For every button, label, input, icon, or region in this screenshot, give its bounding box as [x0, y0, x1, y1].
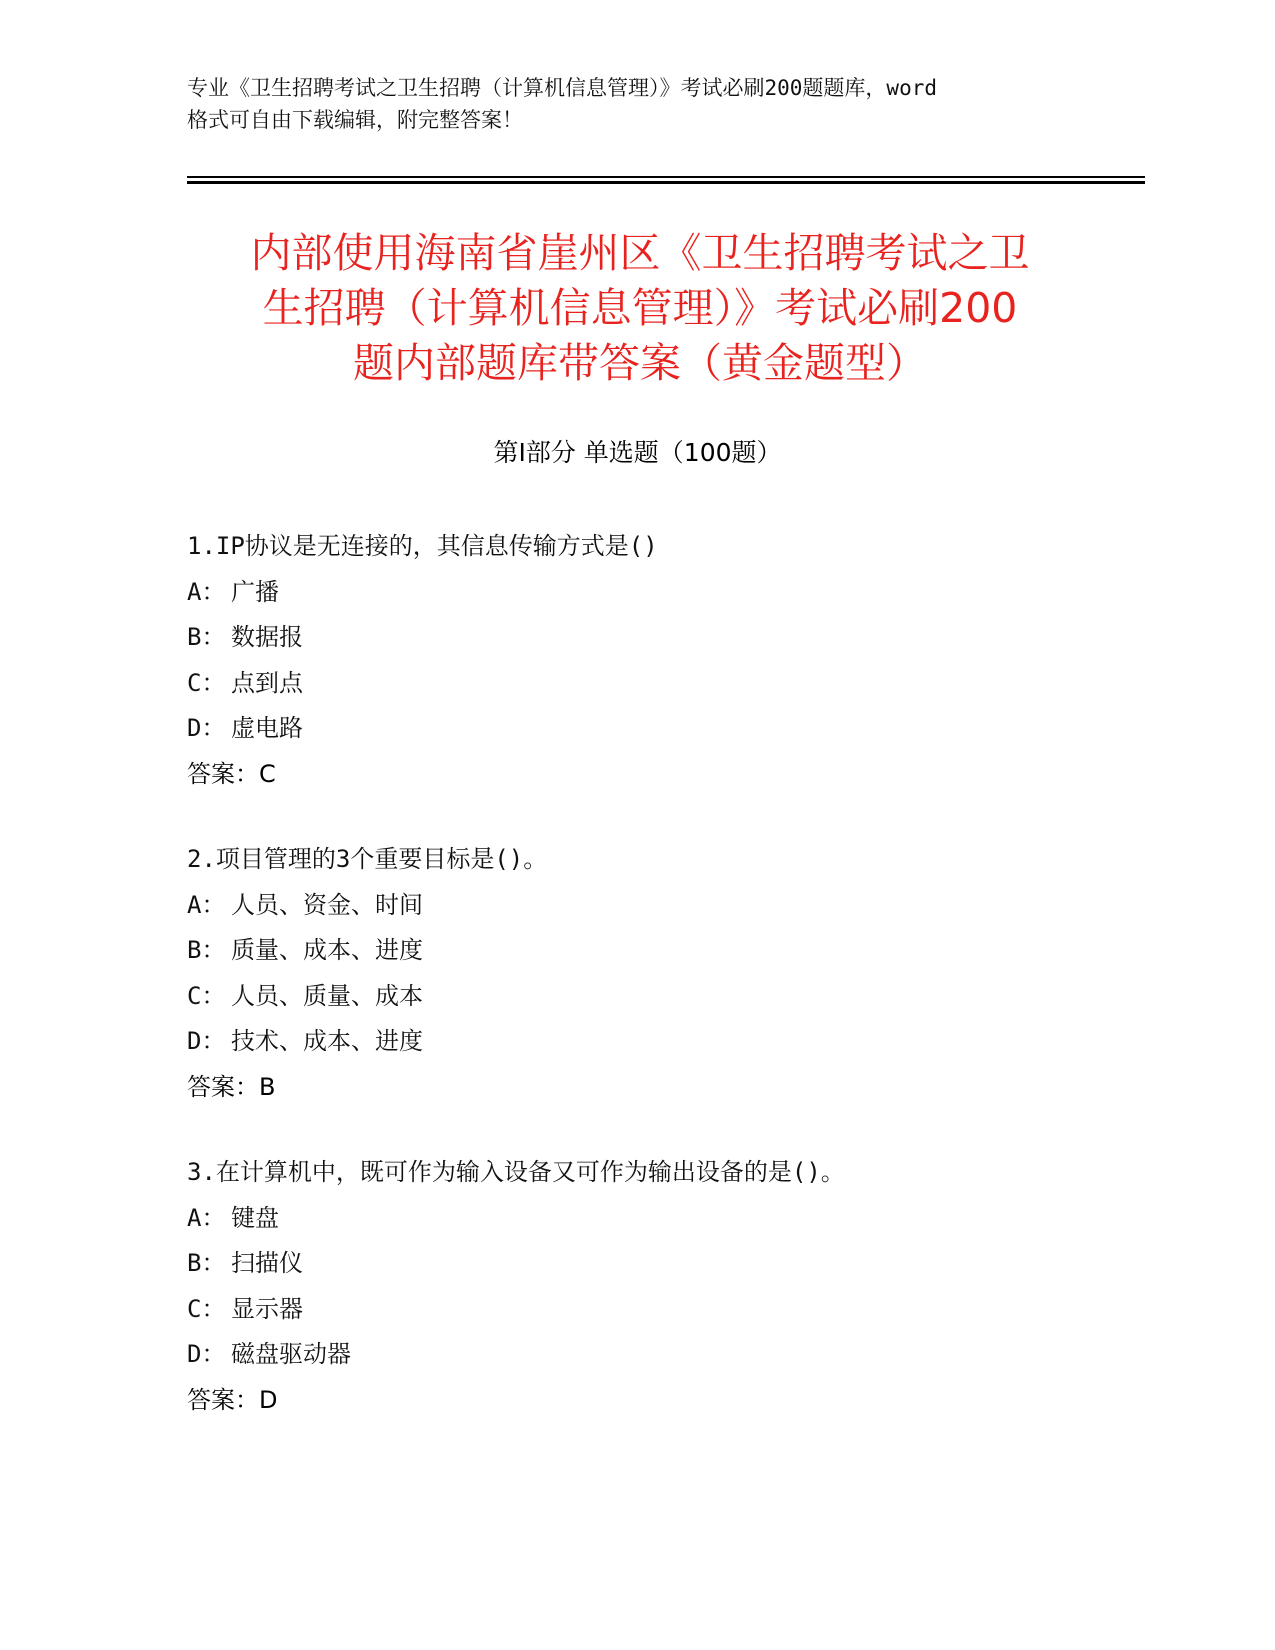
option-text: 广播: [231, 577, 279, 606]
option-text: 点到点: [231, 668, 303, 697]
option-b: [187, 1241, 1137, 1287]
option-d: [187, 1019, 1137, 1065]
option-b: [187, 615, 1137, 661]
header-divider-thick: [187, 181, 1145, 184]
option-key: C：: [187, 668, 226, 697]
option-text: 显示器: [231, 1294, 303, 1323]
option-key: B：: [187, 623, 226, 651]
option-text: 技术、成本、进度: [231, 1027, 423, 1055]
option-d: [187, 706, 1137, 752]
option-b: [187, 928, 1137, 974]
title-line-1: 内部使用海南省崖州区《卫生招聘考试之卫: [250, 229, 1030, 277]
option-a: [187, 883, 1137, 929]
option-c: [187, 1287, 1137, 1333]
question-list: [187, 524, 1137, 1463]
option-key: D：: [187, 1340, 226, 1368]
question-stem: 2.项目管理的3个重要目标是()。: [187, 845, 548, 873]
answer-line: 答案：D: [187, 1385, 278, 1414]
option-text: 虚电路: [231, 714, 303, 742]
option-key: D：: [187, 1027, 226, 1055]
document-title: [190, 226, 1090, 391]
header-note-line-1: 专业《卫生招聘考试之卫生招聘（计算机信息管理）》考试必刷200题题库，word: [187, 76, 937, 100]
option-text: 人员、质量、成本: [231, 981, 423, 1010]
option-key: C：: [187, 1294, 226, 1323]
option-key: C：: [187, 981, 226, 1010]
option-key: D：: [187, 714, 226, 742]
option-text: 磁盘驱动器: [231, 1340, 351, 1368]
option-text: 质量、成本、进度: [231, 936, 423, 964]
question-item: [187, 524, 1137, 797]
answer-line: 答案：C: [187, 759, 276, 788]
header-note: [187, 72, 1087, 136]
option-text: 扫描仪: [231, 1249, 303, 1277]
title-line-2: 生招聘（计算机信息管理）》考试必刷200: [262, 284, 1018, 332]
option-a: [187, 570, 1137, 616]
option-key: A：: [187, 577, 226, 606]
question-stem: 1.IP协议是无连接的，其信息传输方式是(): [187, 532, 658, 560]
option-c: [187, 974, 1137, 1020]
option-key: B：: [187, 936, 226, 964]
option-text: 数据报: [231, 623, 303, 651]
option-text: 人员、资金、时间: [231, 890, 423, 919]
answer-line: 答案：B: [187, 1072, 276, 1101]
question-item: [187, 1150, 1137, 1423]
section-heading: 第Ⅰ部分 单选题（100题）: [493, 438, 782, 467]
header-divider-thin: [187, 176, 1145, 178]
title-line-3: 题内部题库带答案（黄金题型）: [353, 339, 927, 387]
option-a: [187, 1196, 1137, 1242]
option-c: [187, 661, 1137, 707]
header-note-line-2: 格式可自由下载编辑，附完整答案！: [187, 108, 523, 132]
question-stem: 3.在计算机中，既可作为输入设备又可作为输出设备的是()。: [187, 1158, 845, 1186]
option-key: A：: [187, 1203, 226, 1232]
option-d: [187, 1332, 1137, 1378]
question-item: [187, 837, 1137, 1110]
option-text: 键盘: [231, 1203, 279, 1232]
option-key: A：: [187, 890, 226, 919]
option-key: B：: [187, 1249, 226, 1277]
